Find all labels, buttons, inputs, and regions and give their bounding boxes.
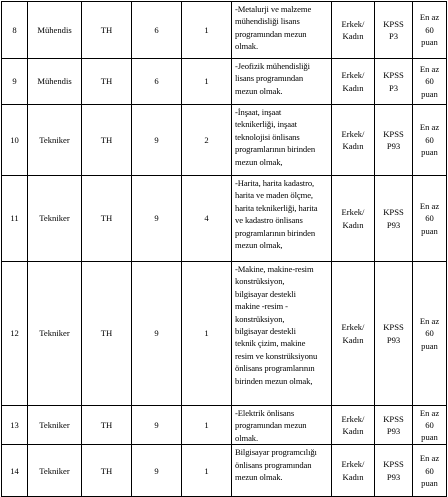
title-cell: Tekniker xyxy=(28,262,82,406)
kpss-type-cell-line: KPSS xyxy=(383,207,404,218)
min-score-cell-line: puan xyxy=(421,432,438,443)
title-cell: Tekniker xyxy=(28,176,82,262)
position-count-cell: 1 xyxy=(182,59,232,105)
position-count-cell: 1 xyxy=(182,262,232,406)
qualification-line: mezun olmak. xyxy=(235,472,283,483)
position-count-cell: 2 xyxy=(182,105,232,176)
kpss-type-cell-line: P93 xyxy=(386,141,401,151)
kpss-type-cell xyxy=(375,105,413,176)
kpss-type-cell-line: KPSS xyxy=(383,128,404,139)
qualification-line: -Makine, makine-resim xyxy=(235,264,314,274)
table-body xyxy=(2,2,447,497)
min-score-cell-line: puan xyxy=(421,37,438,48)
table-row xyxy=(2,105,447,176)
min-score-cell-line: puan xyxy=(421,477,438,488)
row-number: 10 xyxy=(2,105,28,176)
min-score-cell-line: En az 60 xyxy=(419,122,440,145)
qualification-line: ve kadastro önlisans xyxy=(235,215,303,226)
gender-cell-line: Kadın xyxy=(342,82,364,93)
qualification-line: birinden mezun olmak, xyxy=(235,375,313,386)
kpss-type-cell-line: P93 xyxy=(386,471,401,482)
qualification-line: mezun olmak, xyxy=(235,240,283,251)
qualification-line: mezun olmak. xyxy=(235,85,283,96)
qualification-cell xyxy=(232,176,332,262)
qualification-cell xyxy=(232,445,332,497)
row-number: 13 xyxy=(2,406,28,445)
grade-cell: 9 xyxy=(132,262,182,406)
min-score-cell-line: puan xyxy=(421,340,438,351)
title-cell: Tekniker xyxy=(28,105,82,176)
grade-cell: 9 xyxy=(132,105,182,176)
qualification-line: makine -resim - xyxy=(235,301,288,312)
gender-cell xyxy=(332,2,375,59)
gender-cell-line: Erkek/ xyxy=(341,413,365,424)
qualification-line: programlarının birinden xyxy=(235,144,316,155)
table-row xyxy=(2,262,447,406)
qualification-cell xyxy=(232,406,332,445)
title-cell: Tekniker xyxy=(28,406,82,445)
min-score-cell xyxy=(413,105,447,176)
kpss-type-cell-line: KPSS xyxy=(383,322,404,333)
class-cell: TH xyxy=(82,262,132,406)
kpss-type-cell-line: P93 xyxy=(386,426,401,437)
kpss-type-cell xyxy=(375,176,413,262)
min-score-cell-line: En az 60 xyxy=(419,63,440,87)
qualification-line: resim ve konstrüksiyonu xyxy=(235,350,318,361)
title-cell: Mühendis xyxy=(28,2,82,59)
min-score-cell-line: puan xyxy=(421,88,438,99)
class-cell: TH xyxy=(82,445,132,497)
gender-cell-line: Kadın xyxy=(342,426,364,437)
qualification-line: -Harita, harita kadastro, xyxy=(235,178,315,188)
gender-cell-line: Kadın xyxy=(342,219,364,230)
table-row xyxy=(2,406,447,445)
grade-cell: 6 xyxy=(132,2,182,59)
qualification-line: konstrüksiyon, xyxy=(235,276,285,287)
kpss-type-cell xyxy=(375,59,413,105)
gender-cell-line: Kadın xyxy=(342,334,364,345)
qualification-line: olmak. xyxy=(235,41,259,52)
qualification-line: -Metalurji ve malzeme xyxy=(235,4,312,14)
kpss-type-cell-line: KPSS xyxy=(383,413,404,424)
gender-cell-line: Kadın xyxy=(342,141,364,151)
kpss-type-cell-line: KPSS xyxy=(383,18,404,29)
min-score-cell-line: En az 60 xyxy=(419,407,440,430)
gender-cell xyxy=(332,59,375,105)
kpss-type-cell xyxy=(375,445,413,497)
grade-cell: 9 xyxy=(132,406,182,445)
qualification-line: -Jeofizik mühendisliği xyxy=(235,61,310,71)
kpss-type-cell-line: P93 xyxy=(386,219,401,230)
title-cell: Mühendis xyxy=(28,59,82,105)
kpss-type-cell-line: KPSS xyxy=(383,70,404,81)
min-score-cell xyxy=(413,2,447,59)
kpss-type-cell-line: P3 xyxy=(388,31,399,41)
gender-cell xyxy=(332,105,375,176)
min-score-cell-line: puan xyxy=(421,147,438,158)
qualification-line: -İnşaat, inşaat xyxy=(235,107,282,117)
class-cell: TH xyxy=(82,176,132,262)
position-count-cell: 1 xyxy=(182,2,232,59)
table-row xyxy=(2,2,447,59)
qualification-line: harita teknikerliği, harita xyxy=(235,202,318,213)
gender-cell xyxy=(332,445,375,497)
qualification-line: konstrüksiyon, xyxy=(235,313,285,324)
qualification-cell xyxy=(232,59,332,105)
qualification-cell xyxy=(232,262,332,406)
qualification-cell xyxy=(232,105,332,176)
min-score-cell-line: puan xyxy=(421,225,438,236)
gender-cell xyxy=(332,406,375,445)
qualification-line: teknolojisi önlisans xyxy=(235,131,300,142)
gender-cell-line: Erkek/ xyxy=(341,207,365,218)
qualification-line: olmak. xyxy=(235,432,259,443)
min-score-cell-line: En az 60 xyxy=(419,315,440,339)
min-score-cell xyxy=(413,406,447,445)
kpss-type-cell-line: KPSS xyxy=(383,459,404,470)
gender-cell-line: Erkek/ xyxy=(341,128,365,139)
gender-cell-line: Kadın xyxy=(342,471,364,482)
min-score-cell-line: En az 60 xyxy=(419,200,440,224)
table-row xyxy=(2,176,447,262)
row-number: 9 xyxy=(2,59,28,105)
qualification-line: lisans programından xyxy=(235,73,304,84)
min-score-cell xyxy=(413,262,447,406)
qualification-line: bilgisayar destekli xyxy=(235,326,296,337)
qualification-line: programından mezun xyxy=(235,28,307,39)
kpss-type-cell-line: P3 xyxy=(388,82,399,93)
gender-cell-line: Erkek/ xyxy=(341,70,365,81)
row-number: 11 xyxy=(2,176,28,262)
class-cell: TH xyxy=(82,59,132,105)
gender-cell xyxy=(332,262,375,406)
position-count-cell: 1 xyxy=(182,406,232,445)
grade-cell: 6 xyxy=(132,59,182,105)
gender-cell-line: Erkek/ xyxy=(341,322,365,333)
min-score-cell-line: En az 60 xyxy=(419,12,440,35)
qualification-line: önlisans programlarının xyxy=(235,363,315,374)
positions-table xyxy=(1,1,447,497)
row-number: 12 xyxy=(2,262,28,406)
min-score-cell xyxy=(413,59,447,105)
row-number: 8 xyxy=(2,2,28,59)
qualification-line: teknik çizim, makine xyxy=(235,338,306,349)
min-score-cell xyxy=(413,176,447,262)
position-count-cell: 1 xyxy=(182,445,232,497)
qualification-line: mühendisliği lisans xyxy=(235,16,300,27)
grade-cell: 9 xyxy=(132,445,182,497)
grade-cell: 9 xyxy=(132,176,182,262)
gender-cell-line: Kadın xyxy=(342,31,364,41)
row-number: 14 xyxy=(2,445,28,497)
gender-cell-line: Erkek/ xyxy=(341,18,365,29)
qualification-line: mezun olmak, xyxy=(235,156,283,167)
gender-cell xyxy=(332,176,375,262)
qualification-line: -Elektrik önlisans xyxy=(235,408,295,418)
qualification-line: önlisans programından xyxy=(235,459,312,470)
class-cell: TH xyxy=(82,406,132,445)
kpss-type-cell xyxy=(375,2,413,59)
qualification-line: Bilgisayar programcılığı xyxy=(235,447,317,458)
position-count-cell: 4 xyxy=(182,176,232,262)
kpss-type-cell xyxy=(375,406,413,445)
table-row xyxy=(2,59,447,105)
class-cell: TH xyxy=(82,2,132,59)
table-row xyxy=(2,445,447,497)
qualification-line: programlarının birinden xyxy=(235,227,316,238)
qualification-line: harita ve maden ölçme, xyxy=(235,190,313,201)
title-cell: Tekniker xyxy=(28,445,82,497)
min-score-cell-line: En az 60 xyxy=(419,453,440,476)
qualification-line: bilgisayar destekli xyxy=(235,288,296,299)
kpss-type-cell-line: P93 xyxy=(386,334,401,345)
qualification-line: programından mezun xyxy=(235,420,307,431)
gender-cell-line: Erkek/ xyxy=(341,459,365,470)
class-cell: TH xyxy=(82,105,132,176)
qualification-cell xyxy=(232,2,332,59)
min-score-cell xyxy=(413,445,447,497)
qualification-line: teknikerliği, inşaat xyxy=(235,119,297,130)
kpss-type-cell xyxy=(375,262,413,406)
